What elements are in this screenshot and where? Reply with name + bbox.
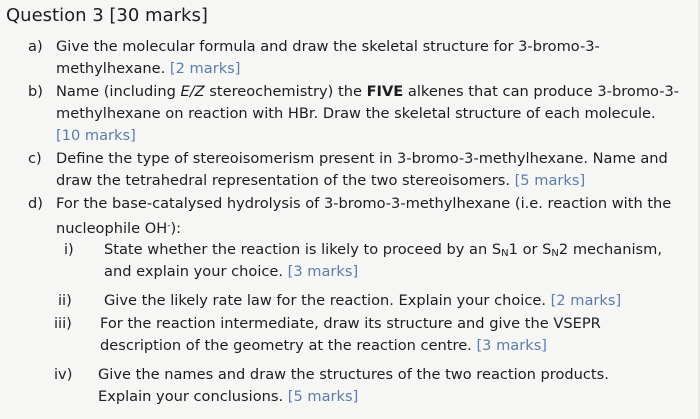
part-a-label: a)	[28, 38, 43, 55]
part-a-line1: Give the molecular formula and draw the skeletal structure for 3-bromo-3-	[56, 38, 600, 55]
part-c-line1: Define the type of stereoisomerism present in 3-bromo-3-methylhexane. Name and	[56, 150, 668, 167]
part-d-line1: For the base-catalysed hydrolysis of 3-bromo-3-methylhexane (i.e. reaction with the	[56, 195, 672, 212]
part-d-ii-line1: Give the likely rate law for the reaction. Explain your choice. [2 marks]	[104, 292, 622, 309]
question-title: Question 3 [30 marks]	[6, 5, 208, 26]
part-d-i-line1: State whether the reaction is likely to proceed by an $S_N1$ or $S_N2$ mechanism,	[104, 241, 662, 259]
part-d-iii-marks: [3 marks]	[476, 337, 547, 354]
part-d-iii-line1: For the reaction intermediate, draw its structure and give the VSEPR	[100, 315, 601, 332]
part-b-label: b)	[28, 83, 43, 100]
part-d-iii-line2: description of the geometry at the reaction centre. [3 marks]	[100, 337, 547, 354]
part-d-iv-marks: [5 marks]	[287, 388, 359, 405]
part-d-i-label: i)	[64, 241, 74, 258]
part-d-i-marks: [3 marks]	[287, 263, 359, 280]
part-d-i-line2: and explain your choice. [3 marks]	[104, 263, 359, 280]
part-b-line2: methylhexane on reaction with HBr. Draw the skeletal structure of each molecule.	[56, 105, 656, 122]
part-d-ii-marks: [2 marks]	[550, 292, 622, 309]
part-d-iv-line2: Explain your conclusions. [5 marks]	[98, 388, 359, 405]
part-d-ii-label: ii)	[58, 292, 72, 309]
part-d-label: d)	[28, 195, 43, 212]
part-c-label: c)	[28, 150, 42, 167]
part-d-iv-label: iv)	[54, 366, 73, 383]
part-c-line2: draw the tetrahedral representation of the two stereoisomers. [5 marks]	[56, 172, 586, 189]
part-b-marks: [10 marks]	[56, 127, 136, 144]
part-d-line2: nucleophile OH-):	[56, 220, 182, 237]
part-a-line2: methylhexane. [2 marks]	[56, 60, 241, 77]
part-d-iii-label: iii)	[54, 315, 72, 332]
part-c-marks: [5 marks]	[514, 172, 586, 189]
part-a-marks: [2 marks]	[169, 60, 241, 77]
part-d-iv-line1: Give the names and draw the structures of the two reaction products.	[98, 366, 609, 383]
part-b-line1: Name (including E/Z stereochemistry) the FIVE alkenes that can produce 3-bromo-3-	[56, 83, 680, 100]
